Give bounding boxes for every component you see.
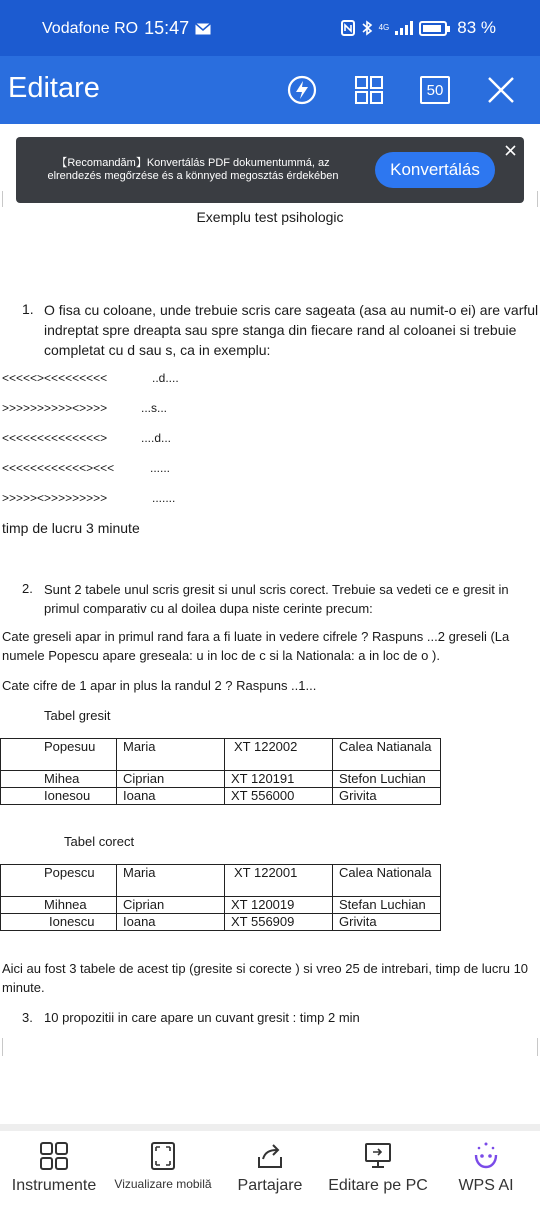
tables-summary: Aici au fost 3 tabele de acest tip (gresite si corecte ) si vreo 25 de intrebari, timp de lucru 10 minute. [2,961,529,995]
status-left [42,18,211,39]
table-cell: Calea Natianala [333,739,441,771]
q2-number: 2. [22,581,33,596]
pc-edit-icon [363,1141,393,1171]
table-wrong-title: Tabel gresit [44,708,111,723]
nav-label: Editare pe PC [328,1177,428,1194]
banner-close-button[interactable] [500,140,520,160]
arrow-answer-4: ...... [150,461,171,475]
close-icon [505,145,516,156]
status-right [341,18,496,38]
arrow-answer-3: ....d... [141,431,172,445]
convert-button[interactable]: Konvertálás [375,152,495,188]
table-cell: XT 122001 [225,865,333,897]
nav-label: WPS AI [458,1177,514,1194]
table-cell: Maria [117,865,225,897]
q2-text: Sunt 2 tabele unul scris gresit si unul scris corect. Trebuie sa vedeti ce e gresit in primul comparativ cu al doilea dupa niste cerinte precum: [44,582,509,616]
table-row [1,788,441,805]
table-row [1,739,441,771]
table-row [1,914,441,931]
tools-grid-icon [39,1141,69,1171]
table-cell: XT 556000 [225,788,333,805]
page-margin-mark [537,191,538,207]
table-cell: Ionesou [1,788,117,805]
q2-question-2: Cate cifre de 1 apar in plus la randul 2 ? Raspuns ..1... [2,678,317,693]
nav-label: Partajare [237,1177,303,1194]
lightning-icon [286,74,318,106]
battery-level: 83 % [457,18,496,37]
page-margin-mark [2,1038,3,1056]
arrow-row-2: >>>>>>>>>><>>>> [2,401,108,415]
signal-icon [395,21,413,35]
q2-question-1: Cate greseli apar in primul rand fara a fi luate in vedere cifrele ? Raspuns ...2 greseli (La numele Popescu apare greseala: u in loc de c si la Nationala: a in loc de o ). [2,629,510,663]
table-cell: Calea Nationala [333,865,441,897]
nav-label: Instrumente [11,1177,97,1194]
table-cell: Popescu [1,865,117,897]
nav-tools[interactable] [6,1141,102,1195]
nav-wps-ai[interactable] [444,1141,528,1195]
nav-edit-pc[interactable] [324,1141,432,1195]
table-cell: Grivita [333,788,441,805]
grid-view-button[interactable] [351,72,387,108]
status-bar [0,0,540,56]
arrow-row-4: <<<<<<<<<<<<><<< [2,461,115,475]
share-icon [255,1141,285,1171]
table-cell: Mihea [1,771,117,788]
table-cell: XT 556909 [225,914,333,931]
document-title: Exemplu test psihologic [196,209,344,225]
table-row [1,865,441,897]
table-cell: Mihnea [1,897,117,914]
table-cell: Grivita [333,914,441,931]
table-cell: Ioana [117,914,225,931]
page-count: 50 [426,81,444,99]
arrow-row-1: <<<<<><<<<<<<<< [2,371,108,385]
table-cell: Ioana [117,788,225,805]
network-type: 4G [378,23,390,32]
table-row [1,771,441,788]
table-wrong [0,738,441,805]
nav-label: Vizualizare mobilă [114,1177,212,1191]
arrow-answer-2: ...s... [141,401,168,415]
page-count-badge [420,76,450,104]
battery-icon [419,21,447,36]
page-count-button[interactable] [417,72,453,108]
table-cell: Ciprian [117,897,225,914]
table-cell: Stefon Luchian [333,771,441,788]
q1-number: 1. [22,301,34,317]
close-button[interactable] [483,72,519,108]
grid-icon [354,75,384,105]
mobile-view-icon [150,1141,176,1171]
table-row [1,897,441,914]
q3-text: 10 propozitii in care apare un cuvant gresit : timp 2 min [44,1010,360,1025]
convert-banner [16,137,524,203]
bottom-nav [0,1131,540,1206]
wps-ai-icon [471,1141,501,1171]
table-cell: Stefan Luchian [333,897,441,914]
bottom-divider [0,1124,540,1131]
page-title: Editare [8,72,100,104]
table-cell: Ionescu [1,914,117,931]
banner-text: 【Recomandăm】Konvertálás PDF dokumentummá, az elrendezés megőrzése és a könnyed megosztás érdekében [47,157,339,182]
page-margin-mark [537,1038,538,1056]
table-cell: XT 122002 [225,739,333,771]
bluetooth-icon [361,20,373,36]
nav-mobile-view[interactable] [108,1141,218,1191]
arrow-answer-5: ....... [152,491,176,505]
q3-number: 3. [22,1010,33,1025]
document-page[interactable] [0,203,540,1133]
table-correct [0,864,441,931]
mail-icon [195,23,211,35]
carrier-name: Vodafone RO [42,19,139,37]
arrow-row-3: <<<<<<<<<<<<<<> [2,431,108,445]
table-cell: XT 120019 [225,897,333,914]
table-cell: XT 120191 [225,771,333,788]
table-cell: Maria [117,739,225,771]
nav-share[interactable] [226,1141,314,1195]
table-cell: Ciprian [117,771,225,788]
nfc-icon [341,20,355,36]
q1-time: timp de lucru 3 minute [2,520,140,536]
close-icon [486,75,516,105]
quick-action-button[interactable] [284,72,320,108]
page-margin-mark [2,191,3,207]
edit-toolbar [0,56,540,124]
arrow-answer-1: ..d.... [152,371,179,385]
table-correct-title: Tabel corect [64,834,135,849]
q1-text: O fisa cu coloane, unde trebuie scris care sageata (asa au numit-o ei) are varful indreptat spre dreapta sau spre stanga din fiecare rand al coloanei si trebuie completat cu d sau s, ca in exemplu: [44,302,539,358]
table-cell: Popesuu [1,739,117,771]
clock: 15:47 [144,18,190,38]
arrow-row-5: >>>>><>>>>>>>>> [2,491,108,505]
